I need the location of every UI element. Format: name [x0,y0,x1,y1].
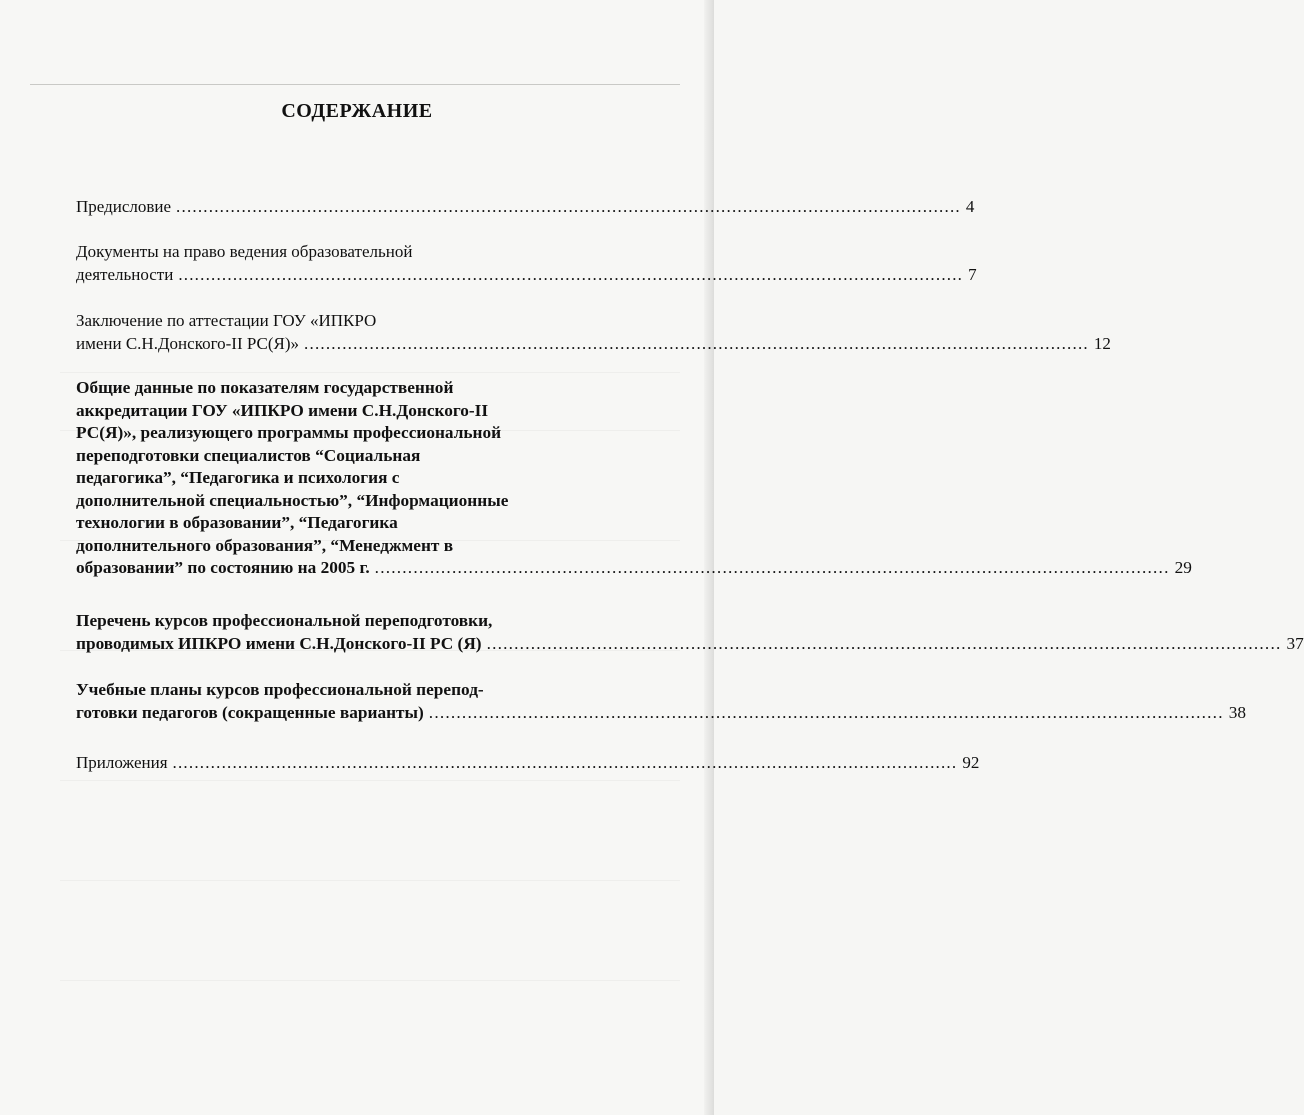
toc-entry-text: переподготовки специалистов “Социальная [76,445,421,465]
toc-entry-text: дополнительной специальностью”, “Информационные [76,490,509,510]
page-title: СОДЕРЖАНИЕ [281,100,433,122]
toc-dot-leader: ................................................................................................................................................ [374,558,1170,577]
toc-entry-text: имени С.Н.Донского-II РС(Я)» [76,333,300,353]
bleed-through-line [60,980,680,981]
toc-entry-leader-line [76,196,975,219]
toc-entry-text: технологии в образовании”, “Педагогика [76,513,398,532]
toc-entry-preface[interactable] [76,196,975,219]
toc-entry-text: Учебные планы курсов профессиональной перепод- [76,680,484,699]
toc-dot-leader: ................................................................................................................................................ [486,633,1282,653]
toc-entry-text: педагогика”, “Педагогика и психология с [76,468,400,487]
toc-entry-text: Приложения [76,753,168,772]
toc-page-number: 92 [962,753,980,772]
toc-entry-text: готовки педагогов (сокращенные варианты) [76,702,424,722]
toc-entry-leader-line [76,633,1304,656]
toc-entry-leader-line [76,702,1247,725]
toc-entry-text: образовании” по состоянию на 2005 г. [76,558,370,577]
toc-entry-accreditation-data[interactable] [76,377,1192,580]
toc-entry-text: РС(Я)», реализующего программы профессиональной [76,423,502,442]
toc-entry-leader-line [76,333,1111,356]
toc-entry-text: Заключение по аттестации ГОУ «ИПКРО [76,311,377,330]
toc-entry-text: проводимых ИПКРО имени С.Н.Донского-II РС (Я) [76,633,482,653]
toc-entry-text: аккредитации ГОУ «ИПКРО имени С.Н.Донского-II [76,400,489,420]
toc-entry-text: деятельности [76,264,174,284]
toc-entry-text: Общие данные по показателям государственной [76,378,454,397]
toc-page-number: 7 [968,264,977,284]
toc-entry-leader-line [76,557,1192,580]
toc-page-number: 29 [1174,558,1192,577]
toc-entry-courses-list[interactable] [76,610,1304,655]
toc-page-number: 37 [1286,633,1304,653]
toc-page-number: 38 [1228,702,1247,722]
toc-entry-text: Перечень курсов профессиональной переподготовки, [76,611,493,630]
bleed-through-line [60,880,680,881]
toc-entry-attestation[interactable] [76,310,1111,355]
toc-page-number: 4 [965,197,975,216]
toc-dot-leader: ................................................................................................................................................ [172,753,958,772]
toc-entry-text: дополнительного образования”, “Менеджмент в [76,535,454,555]
toc-dot-leader: ................................................................................................................................................ [428,702,1224,722]
bleed-through-line [60,372,680,373]
bleed-through-line [60,780,680,781]
toc-page-number: 12 [1093,333,1111,353]
toc-entry-appendices[interactable] [76,752,980,775]
toc-entry-leader-line [76,264,977,287]
scan-artifact-line [30,84,680,85]
toc-entry-text: Документы на право ведения образовательной [76,242,413,261]
toc-entry-text: Предисловие [76,197,172,216]
toc-dot-leader: ................................................................................................................................................ [178,264,964,284]
toc-entry-documents[interactable] [76,241,977,286]
toc-dot-leader: ................................................................................................................................................ [304,333,1089,353]
toc-dot-leader: ................................................................................................................................................ [176,197,961,216]
toc-entry-leader-line [76,752,980,775]
toc-entry-curricula[interactable] [76,679,1247,724]
